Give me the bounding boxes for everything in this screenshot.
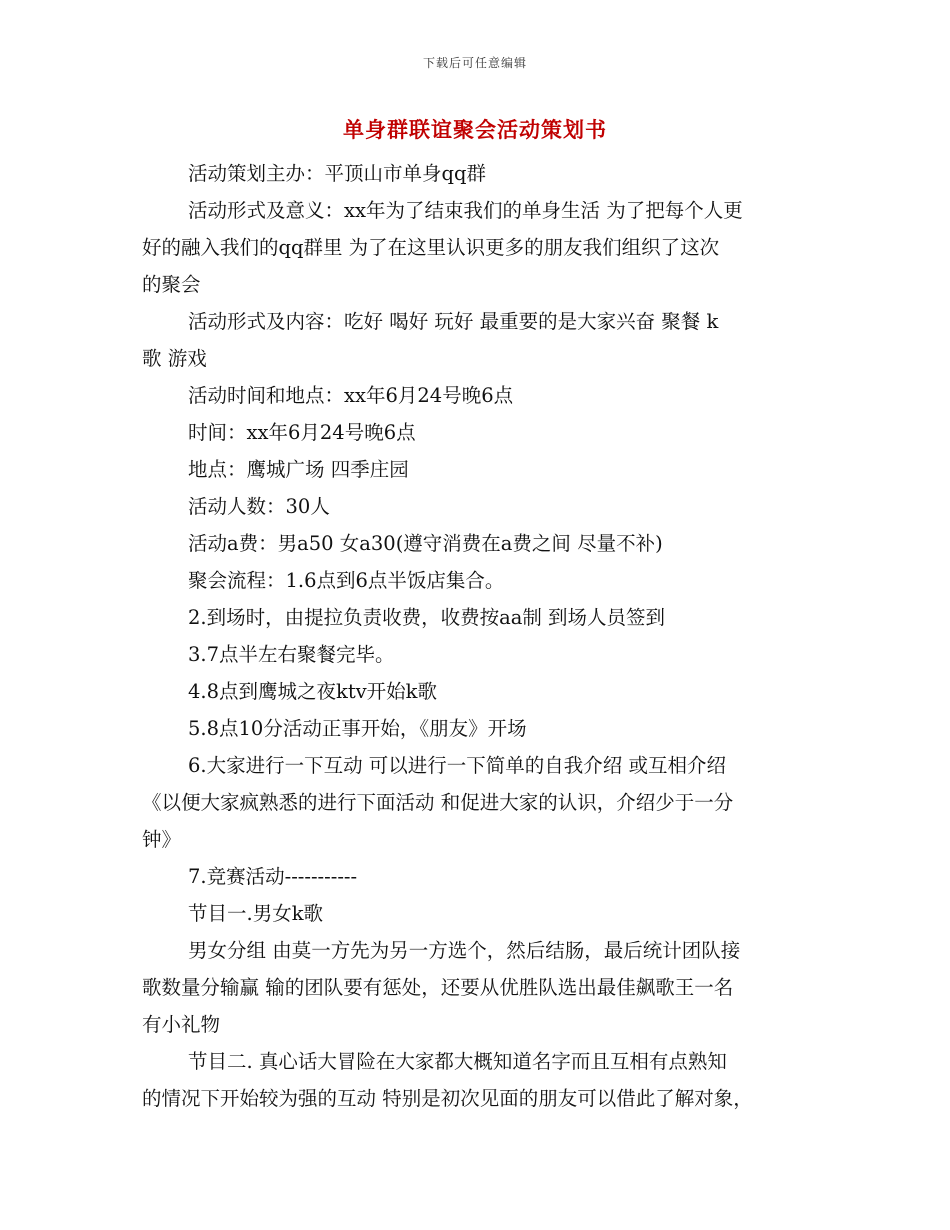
text-line: 6.大家进行一下互动 可以进行一下简单的自我介绍 或互相介绍 xyxy=(188,754,727,777)
text-line: 聚会流程：1.6点到6点半饭店集合。 xyxy=(188,569,505,592)
text-line: 男女分组 由莫一方先为另一方选个，然后结肠，最后统计团队接 xyxy=(188,939,741,962)
text-line: 3.7点半左右聚餐完毕。 xyxy=(188,643,395,666)
text-line: 活动形式及内容：吃好 喝好 玩好 最重要的是大家兴奋 聚餐 k xyxy=(188,310,719,333)
text-line: 钟》 xyxy=(142,828,182,851)
text-line: 的情况下开始较为强的互动 特别是初次见面的朋友可以借此了解对象， xyxy=(142,1087,753,1110)
document-title: 单身群联谊聚会活动策划书 xyxy=(343,117,607,142)
text-line: 《以便大家疯熟悉的进行下面活动 和促进大家的认识，介绍少于一分 xyxy=(142,791,734,814)
text-line: 时间：xx年6月24号晚6点 xyxy=(188,421,416,444)
text-line: 7.竞赛活动----------- xyxy=(188,865,358,888)
text-line: 节目一.男女k歌 xyxy=(188,902,324,925)
text-line: 活动时间和地点：xx年6月24号晚6点 xyxy=(188,384,514,407)
document-body xyxy=(142,155,812,1117)
text-line: 歌数量分输赢 输的团队要有惩处，还要从优胜队选出最佳飙歌王一名 xyxy=(142,976,734,999)
text-line: 好的融入我们的qq群里 为了在这里认识更多的朋友我们组织了这次 xyxy=(142,236,720,259)
text-line: 2.到场时，由提拉负责收费，收费按aa制 到场人员签到 xyxy=(188,606,666,629)
text-line: 活动策划主办：平顶山市单身qq群 xyxy=(188,162,486,185)
text-line: 活动a费：男a50 女a30(遵守消费在a费之间 尽量不补) xyxy=(188,532,663,555)
text-line: 歌 游戏 xyxy=(142,347,207,370)
text-line: 活动人数：30人 xyxy=(188,495,330,518)
header-note: 下载后可任意编辑 xyxy=(422,56,527,70)
text-line: 有小礼物 xyxy=(142,1013,221,1036)
text-line: 的聚会 xyxy=(142,273,201,296)
text-line: 活动形式及意义：xx年为了结束我们的单身生活 为了把每个人更 xyxy=(188,199,743,222)
text-line: 地点：鹰城广场 四季庄园 xyxy=(188,458,409,481)
text-line: 节目二. 真心话大冒险在大家都大概知道名字而且互相有点熟知 xyxy=(188,1050,727,1073)
text-line: 5.8点10分活动正事开始，《朋友》开场 xyxy=(188,717,527,740)
text-line: 4.8点到鹰城之夜ktv开始k歌 xyxy=(188,680,437,703)
